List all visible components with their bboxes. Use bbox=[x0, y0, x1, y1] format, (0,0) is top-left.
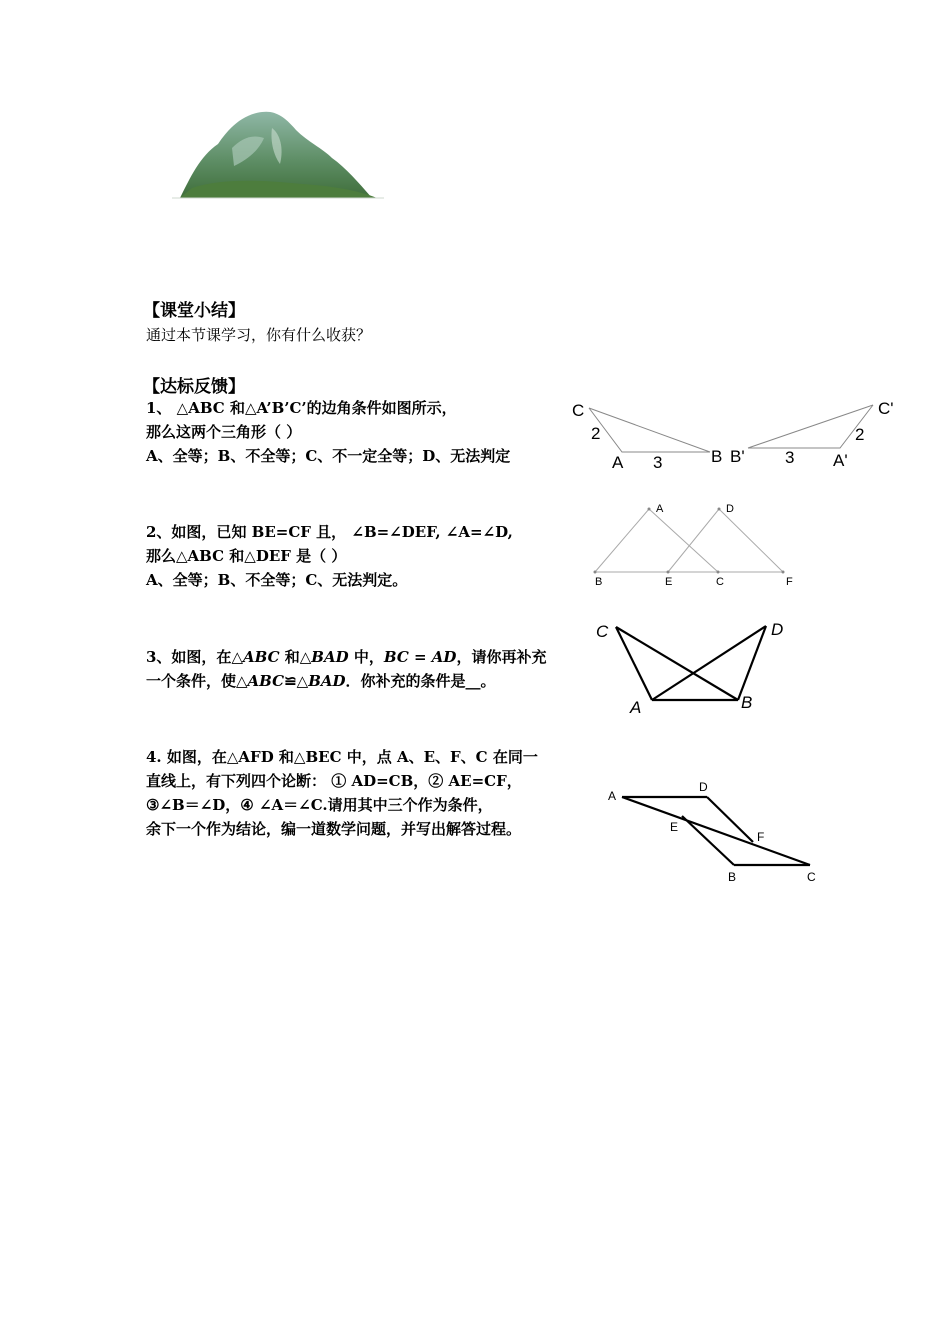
question-3 bbox=[146, 645, 546, 693]
feedback-heading: 【达标反馈】 bbox=[143, 377, 245, 397]
fig4-label-A: A bbox=[608, 789, 617, 803]
fig3-label-C: C bbox=[596, 622, 609, 641]
fig4-label-F: F bbox=[757, 830, 765, 844]
fig2-label-B: B bbox=[595, 576, 603, 588]
fig1-label-C: C bbox=[572, 401, 585, 420]
fig1-label-Cprime: C' bbox=[878, 399, 894, 418]
fig1-label-A: A bbox=[612, 453, 624, 472]
fig3-label-B: B bbox=[741, 693, 753, 712]
fig1-label-3a: 3 bbox=[653, 453, 663, 472]
mountain-illustration bbox=[172, 108, 384, 200]
fig1-label-Bprime: B' bbox=[730, 447, 745, 466]
question-2-line-2: 那么△ABC 和△DEF 是（ ） bbox=[146, 547, 347, 565]
summary-heading: 【课堂小结】 bbox=[143, 301, 245, 321]
fig1-label-3b: 3 bbox=[785, 448, 795, 467]
fig2-label-C: C bbox=[716, 576, 724, 588]
question-4-line-3: ③∠B＝∠D，④ ∠A＝∠C.请用其中三个作为条件， bbox=[146, 796, 493, 814]
question-1-figure bbox=[570, 396, 900, 476]
question-2-line-1: 2、如图，已知 BE=CF 且， ∠B=∠DEF, ∠A=∠D, bbox=[146, 523, 513, 541]
question-2 bbox=[146, 520, 513, 592]
question-4-line-1: 4. 如图，在△AFD 和△BEC 中，点 A、E、F、C 在同一 bbox=[146, 748, 538, 766]
fig2-label-A: A bbox=[656, 503, 664, 515]
fig4-label-B: B bbox=[728, 870, 737, 884]
question-2-line-3: A、全等；B、不全等；C、无法判定。 bbox=[146, 571, 408, 589]
fig2-label-D: D bbox=[726, 503, 734, 515]
question-4-line-2: 直线上，有下列四个论断： ① AD=CB，② AE=CF， bbox=[146, 772, 522, 790]
question-1-line-2: 那么这两个三角形（ ） bbox=[146, 423, 302, 441]
fig4-label-C: C bbox=[807, 870, 816, 884]
question-4-figure bbox=[600, 778, 830, 886]
fig4-label-D: D bbox=[699, 780, 708, 794]
question-1-line-1: 1、 △ABC 和△A’B’C’的边角条件如图所示， bbox=[146, 399, 457, 417]
question-1 bbox=[146, 396, 510, 468]
fig3-label-D: D bbox=[771, 620, 784, 639]
fig1-label-Aprime: A' bbox=[833, 451, 848, 470]
question-2-figure bbox=[585, 498, 805, 590]
question-3-line-2: 一个条件，使△ABC≌△BAD．你补充的条件是__。 bbox=[146, 672, 496, 690]
question-4 bbox=[146, 745, 538, 841]
fig2-label-E: E bbox=[665, 576, 673, 588]
fig3-label-A: A bbox=[630, 698, 642, 717]
question-3-figure bbox=[590, 616, 800, 720]
summary-prompt: 通过本节课学习，你有什么收获？ bbox=[146, 326, 372, 344]
question-3-line-1: 3、如图，在△ABC 和△BAD 中，BC = AD，请你再补充 bbox=[146, 648, 547, 666]
fig1-label-2a: 2 bbox=[591, 424, 601, 443]
fig2-label-F: F bbox=[786, 576, 793, 588]
fig1-label-2b: 2 bbox=[855, 425, 865, 444]
question-1-line-3: A、全等；B、不全等；C、不一定全等；D、无法判定 bbox=[146, 447, 511, 465]
question-4-line-4: 余下一个作为结论，编一道数学问题，并写出解答过程。 bbox=[146, 820, 522, 838]
fig1-label-B: B bbox=[711, 447, 723, 466]
fig4-label-E: E bbox=[670, 820, 679, 834]
